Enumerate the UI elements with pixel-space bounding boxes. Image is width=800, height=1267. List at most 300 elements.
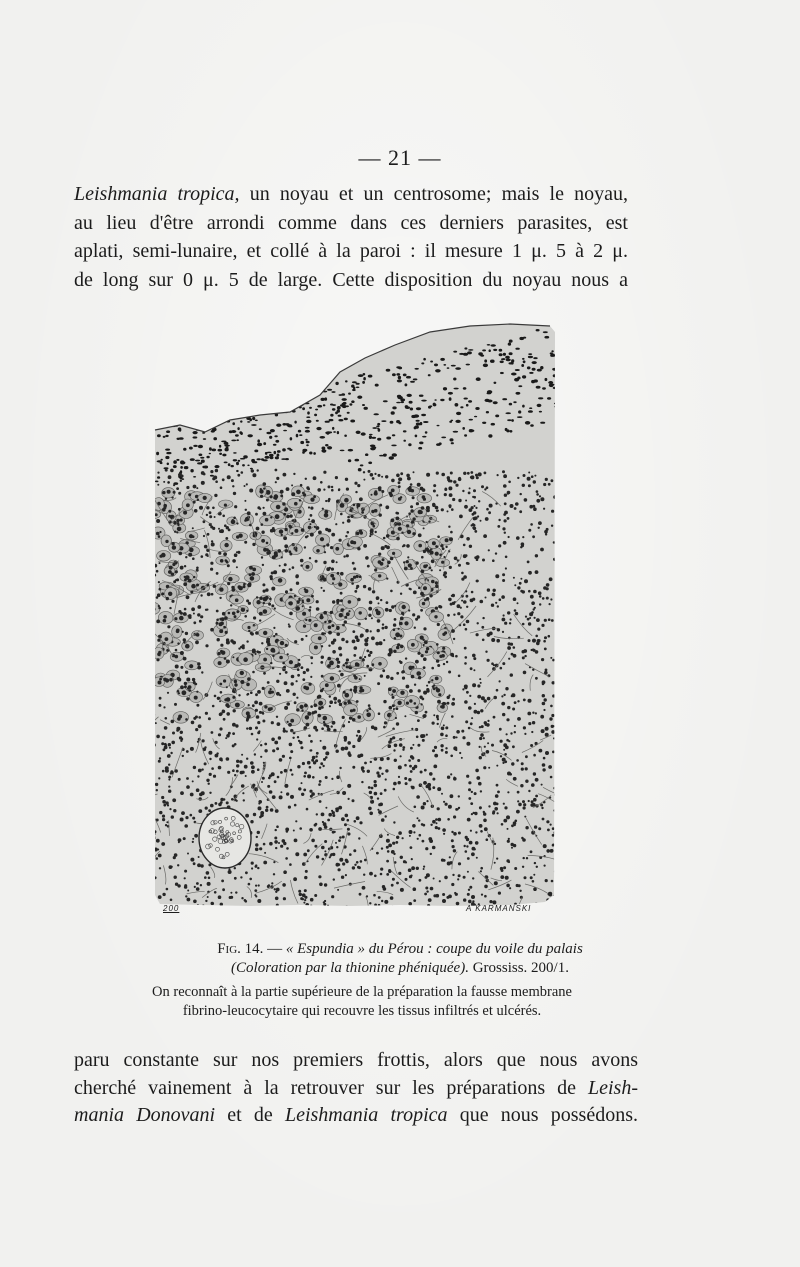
infiltrate-nucleus [370,473,374,477]
infiltrate-nucleus [435,506,439,510]
infiltrate-nucleus [316,813,318,815]
infiltrate-nucleus [559,612,560,614]
infiltrate-nucleus [480,709,483,712]
infiltrate-nucleus [310,740,313,743]
infiltrate-nucleus [382,558,385,561]
infiltrate-nucleus [553,558,556,561]
infiltrate-nucleus [470,667,473,670]
infiltrate-nucleus [535,677,538,680]
infiltrate-nucleus [469,487,471,489]
infiltrate-nucleus [350,540,354,544]
infiltrate-nucleus [192,817,195,820]
infiltrate-nucleus [153,492,155,494]
infiltrate-nucleus [159,697,162,700]
infiltrate-nucleus [150,807,152,811]
infiltrate-nucleus [337,572,340,575]
infiltrate-nucleus [473,527,476,530]
infiltrate-nucleus [188,553,192,557]
leucocyte-mark [545,378,548,381]
infiltrate-nucleus [458,807,460,809]
infiltrate-nucleus [482,559,485,562]
infiltrate-nucleus [542,694,545,697]
infiltrate-nucleus [378,810,382,814]
leucocyte-mark [392,453,397,457]
infiltrate-nucleus [425,887,428,890]
infiltrate-nucleus [457,878,459,880]
infiltrate-nucleus [337,665,340,668]
infiltrate-nucleus [502,618,506,622]
infiltrate-nucleus [152,713,155,716]
infiltrate-nucleus [284,563,287,566]
infiltrate-nucleus [510,618,512,620]
infiltrate-nucleus [364,642,368,646]
infiltrate-nucleus [352,709,355,712]
infiltrate-nucleus [180,612,183,615]
leucocyte-mark [422,436,426,438]
cell-nucleus [185,644,190,649]
infiltrate-nucleus [336,627,339,630]
infiltrate-nucleus [414,806,417,809]
leucocyte-mark [378,428,381,431]
infiltrate-nucleus [404,777,407,780]
infiltrate-nucleus [306,486,309,489]
infiltrate-nucleus [437,510,439,512]
infiltrate-nucleus [368,786,371,789]
infiltrate-nucleus [408,759,411,762]
infiltrate-nucleus [180,685,184,689]
infiltrate-nucleus [321,846,325,850]
infiltrate-nucleus [208,877,211,880]
infiltrate-nucleus [396,517,400,521]
infiltrate-nucleus [390,557,394,561]
tissue-area [150,320,560,910]
infiltrate-nucleus [522,484,525,487]
leucocyte-mark [506,359,511,362]
infiltrate-nucleus [256,715,260,719]
stroma-fibre [150,798,151,807]
leucocyte-mark [344,435,347,437]
cell-nucleus [445,538,449,542]
leucocyte-mark [309,407,312,409]
infiltrate-nucleus [460,607,462,609]
infiltrate-nucleus [296,582,299,585]
infiltrate-nucleus [514,701,517,704]
leucocyte-mark [362,381,365,384]
infiltrate-nucleus [177,524,179,526]
infiltrate-nucleus [380,792,383,795]
cell-nucleus [232,612,236,616]
infiltrate-nucleus [528,639,531,642]
infiltrate-nucleus [336,863,340,867]
leucocyte-mark [305,427,310,429]
infiltrate-nucleus [484,827,488,831]
leucocyte-mark [306,416,310,418]
infiltrate-nucleus [218,803,222,807]
infiltrate-nucleus [468,781,471,784]
infiltrate-nucleus [391,905,394,908]
infiltrate-nucleus [469,508,473,512]
infiltrate-nucleus [185,671,188,674]
infiltrate-nucleus [161,742,164,745]
infiltrate-nucleus [302,762,305,765]
infiltrate-nucleus [371,663,374,666]
infiltrate-nucleus [543,586,547,590]
infiltrate-nucleus [168,790,171,793]
infiltrate-nucleus [214,695,217,698]
infiltrate-nucleus [224,616,228,620]
infiltrate-nucleus [261,642,263,644]
infiltrate-nucleus [284,769,288,773]
infiltrate-nucleus [170,866,172,868]
leucocyte-mark [505,412,511,414]
infiltrate-nucleus [558,698,560,700]
infiltrate-nucleus [155,513,158,516]
infiltrate-nucleus [314,824,317,827]
infiltrate-nucleus [231,479,234,482]
infiltrate-nucleus [507,840,510,843]
infiltrate-nucleus [322,616,324,618]
infiltrate-nucleus [525,780,528,783]
infiltrate-nucleus [482,639,485,642]
infiltrate-nucleus [556,649,559,652]
infiltrate-nucleus [389,648,393,652]
infiltrate-nucleus [232,519,234,521]
infiltrate-nucleus [333,639,336,642]
leucocyte-mark [183,448,186,451]
infiltrate-nucleus [472,654,476,658]
cell-nucleus [290,719,294,723]
infiltrate-nucleus [501,595,505,599]
infiltrate-nucleus [374,490,377,493]
leucocyte-mark [540,366,543,369]
infiltrate-nucleus [163,481,165,483]
page-number: — 21 — [358,145,442,170]
infiltrate-nucleus [524,876,527,879]
infiltrate-nucleus [339,703,342,706]
infiltrate-nucleus [255,513,258,516]
infiltrate-nucleus [379,513,382,516]
infiltrate-nucleus [425,564,428,567]
leucocyte-mark [348,393,351,395]
infiltrate-nucleus [263,507,265,509]
infiltrate-nucleus [491,604,494,607]
infiltrate-nucleus [262,720,265,723]
infiltrate-nucleus [543,709,545,711]
infiltrate-nucleus [318,695,322,699]
infiltrate-nucleus [468,788,471,791]
infiltrate-nucleus [287,721,289,723]
infiltrate-nucleus [251,765,255,769]
tissue-section-illustration [150,320,560,910]
infiltrate-nucleus [323,590,325,592]
infiltrate-nucleus [163,619,167,623]
infiltrate-nucleus [337,661,340,664]
infiltrate-nucleus [459,515,463,519]
leucocyte-mark [518,410,521,413]
leucocyte-mark [403,440,406,442]
cell-nucleus [279,656,283,660]
infiltrate-nucleus [236,610,239,613]
infiltrate-nucleus [503,513,506,516]
infiltrate-nucleus [339,653,342,656]
infiltrate-nucleus [424,893,427,896]
leucocyte-mark [511,373,517,376]
infiltrate-nucleus [368,707,371,710]
leucocyte-mark [410,381,415,383]
infiltrate-nucleus [357,598,361,602]
infiltrate-nucleus [480,600,484,604]
leucocyte-mark [487,400,492,403]
infiltrate-nucleus [556,489,558,491]
infiltrate-nucleus [179,552,183,556]
infiltrate-nucleus [478,472,482,476]
cell-nucleus [397,701,401,705]
infiltrate-nucleus [303,775,306,778]
infiltrate-nucleus [161,796,164,799]
infiltrate-nucleus [249,566,253,570]
infiltrate-nucleus [467,472,470,475]
infiltrate-nucleus [267,785,270,788]
infiltrate-nucleus [423,802,426,805]
infiltrate-nucleus [196,487,198,489]
infiltrate-nucleus [369,791,372,794]
leucocyte-mark [352,381,357,383]
infiltrate-nucleus [536,618,540,622]
infiltrate-nucleus [397,512,400,515]
infiltrate-nucleus [157,484,159,486]
infiltrate-nucleus [321,727,324,730]
infiltrate-nucleus [198,724,202,728]
leucocyte-mark [236,470,239,472]
cell-nucleus [395,632,400,637]
leucocyte-mark [364,407,368,410]
infiltrate-nucleus [507,611,510,614]
infiltrate-nucleus [374,780,377,783]
infiltrate-nucleus [409,830,413,834]
infiltrate-nucleus [396,722,399,725]
infiltrate-nucleus [505,556,508,559]
infiltrate-nucleus [158,777,160,779]
infiltrate-nucleus [349,716,352,719]
infiltrate-nucleus [314,845,317,848]
infiltrate-nucleus [172,497,174,499]
cell-nucleus [261,539,265,543]
leucocyte-mark [309,452,312,455]
cell-nucleus [176,519,179,522]
infiltrate-nucleus [500,755,502,757]
leucocyte-mark [200,457,204,459]
cell-nucleus [432,541,436,545]
infiltrate-nucleus [418,676,421,679]
infiltrate-nucleus [383,700,386,703]
infiltrate-nucleus [398,831,402,835]
infiltrate-nucleus [470,722,473,725]
infiltrate-nucleus [534,825,537,828]
cell-nucleus [434,615,437,618]
leucocyte-mark [392,406,396,409]
infiltrate-nucleus [436,715,439,718]
infiltrate-nucleus [443,833,445,835]
leucocyte-mark [276,424,281,427]
infiltrate-nucleus [183,612,187,616]
infiltrate-nucleus [419,783,423,787]
infiltrate-nucleus [309,828,313,832]
leucocyte-mark [211,430,215,433]
infiltrate-nucleus [269,598,272,601]
infiltrate-nucleus [387,561,391,565]
infiltrate-nucleus [494,843,496,845]
leucocyte-mark [460,406,463,408]
infiltrate-nucleus [505,687,508,690]
infiltrate-nucleus [503,541,507,545]
infiltrate-nucleus [546,583,550,587]
leucocyte-mark [335,412,338,415]
infiltrate-nucleus [435,826,438,829]
infiltrate-nucleus [272,749,275,752]
infiltrate-nucleus [493,589,496,592]
infiltrate-nucleus [151,708,154,711]
cell-nucleus [344,498,349,503]
infiltrate-nucleus [359,530,362,533]
infiltrate-nucleus [416,502,419,505]
infiltrate-nucleus [270,577,273,580]
infiltrate-nucleus [309,683,312,686]
infiltrate-nucleus [544,698,547,701]
infiltrate-nucleus [304,889,307,892]
infiltrate-nucleus [421,823,424,826]
leucocyte-mark [150,446,153,448]
infiltrate-nucleus [426,688,429,691]
infiltrate-nucleus [461,600,463,602]
infiltrate-nucleus [195,728,198,731]
leucocyte-mark [337,431,339,434]
leucocyte-mark [155,419,160,421]
infiltrate-nucleus [255,709,258,712]
infiltrate-nucleus [206,871,210,875]
leucocyte-mark [273,444,277,446]
infiltrate-nucleus [187,890,189,892]
leucocyte-mark [306,444,309,446]
infiltrate-nucleus [314,710,317,713]
infiltrate-nucleus [324,621,326,623]
infiltrate-nucleus [551,880,554,883]
infiltrate-nucleus [399,743,403,747]
infiltrate-nucleus [540,497,544,501]
infiltrate-nucleus [274,888,276,890]
infiltrate-nucleus [408,868,412,872]
infiltrate-nucleus [202,905,204,907]
leucocyte-mark [306,441,310,444]
infiltrate-nucleus [473,517,477,521]
infiltrate-nucleus [178,508,181,511]
infiltrate-nucleus [272,527,275,530]
infiltrate-nucleus [528,800,530,802]
infiltrate-nucleus [471,852,475,856]
infiltrate-nucleus [368,470,371,473]
infiltrate-nucleus [388,687,392,691]
infiltrate-nucleus [289,553,292,556]
infiltrate-nucleus [352,640,356,644]
infiltrate-nucleus [538,827,541,830]
cell-nucleus [398,527,402,531]
infiltrate-nucleus [493,802,497,806]
infiltrate-nucleus [240,680,244,684]
infiltrate-nucleus [378,904,381,907]
infiltrate-nucleus [201,791,205,795]
infiltrate-nucleus [248,883,251,886]
leucocyte-mark [287,405,292,408]
infiltrate-nucleus [295,550,297,552]
infiltrate-nucleus [421,556,424,559]
infiltrate-nucleus [501,695,503,697]
infiltrate-nucleus [284,528,287,531]
infiltrate-nucleus [246,610,248,612]
leucocyte-mark [216,413,219,416]
infiltrate-nucleus [466,595,469,598]
infiltrate-nucleus [331,624,334,627]
infiltrate-nucleus [297,674,300,677]
infiltrate-nucleus [412,744,414,746]
infiltrate-nucleus [184,579,187,582]
infiltrate-nucleus [509,887,511,889]
infiltrate-nucleus [188,579,192,583]
infiltrate-nucleus [335,476,338,479]
infiltrate-nucleus [291,682,294,685]
infiltrate-nucleus [336,658,339,661]
infiltrate-nucleus [341,747,345,751]
infiltrate-nucleus [265,588,268,591]
infiltrate-nucleus [465,628,468,631]
infiltrate-nucleus [502,713,505,716]
infiltrate-nucleus [368,704,371,707]
leucocyte-mark [493,401,498,404]
leucocyte-mark [177,438,180,440]
infiltrate-nucleus [409,588,411,590]
leucocyte-mark [187,422,190,424]
infiltrate-nucleus [169,607,171,609]
infiltrate-nucleus [447,818,450,821]
leucocyte-mark [499,349,503,352]
infiltrate-nucleus [443,724,445,726]
infiltrate-nucleus [158,535,161,538]
infiltrate-nucleus [484,885,488,889]
leucocyte-mark [430,361,433,363]
infiltrate-nucleus [327,728,331,732]
infiltrate-nucleus [411,728,413,730]
infiltrate-nucleus [480,830,483,833]
leucocyte-mark [332,404,336,406]
leucocyte-mark [531,380,535,383]
infiltrate-nucleus [531,649,533,651]
infiltrate-nucleus [152,812,155,815]
infiltrate-nucleus [417,838,419,840]
infiltrate-nucleus [232,588,236,592]
infiltrate-nucleus [209,792,211,794]
infiltrate-nucleus [445,488,448,491]
cell-nucleus [404,621,408,625]
caption-dash: — [263,941,286,957]
infiltrate-nucleus [344,616,347,619]
leucocyte-mark [392,373,396,376]
infiltrate-nucleus [251,862,254,865]
infiltrate-nucleus [440,744,443,747]
infiltrate-nucleus [221,880,224,883]
infiltrate-nucleus [507,706,510,709]
infiltrate-nucleus [374,904,377,907]
infiltrate-nucleus [435,581,438,584]
leucocyte-mark [476,377,481,381]
infiltrate-nucleus [220,486,223,489]
